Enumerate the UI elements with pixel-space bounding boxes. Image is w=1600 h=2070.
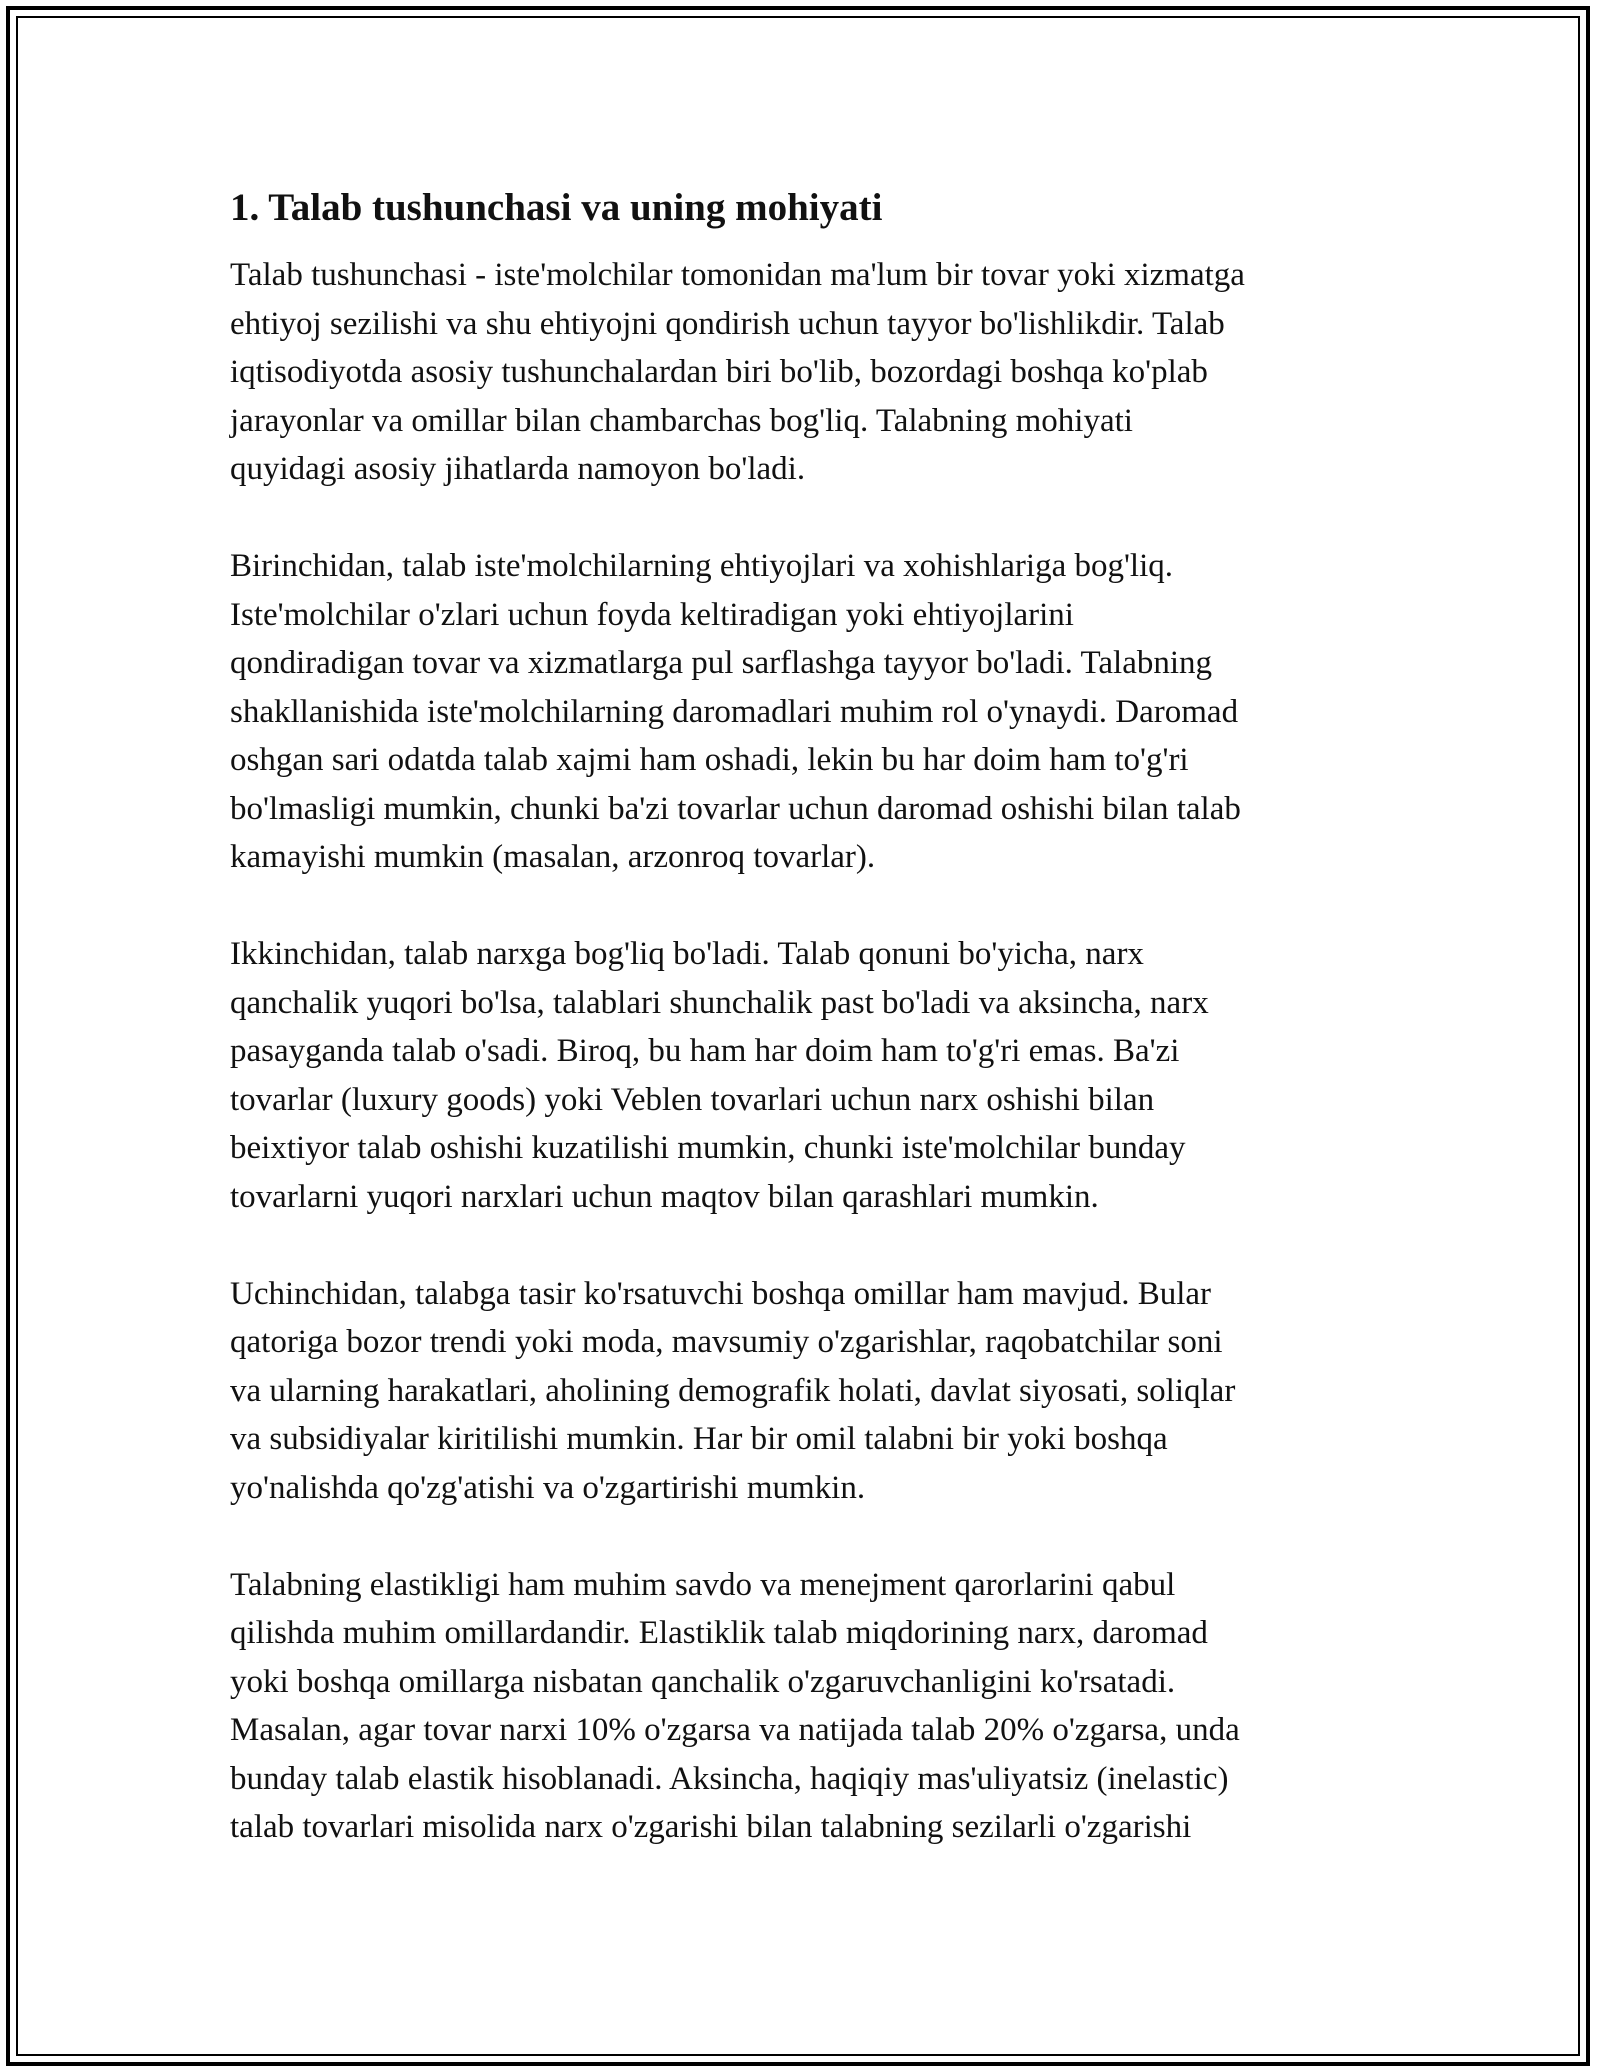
document-body	[230, 184, 1390, 1900]
paragraph-third-point: Uchinchidan, talabga tasir ko'rsatuvchi boshqa omillar ham mavjud. Bular qatoriga bozor trendi yoki moda, mavsumiy o'zgarishlar, raqobatchilar soni va ularning harakatlari, aholining demografik holati, davlat siyosati, soliqlar va subsidiyalar kiritilishi mumkin. Har bir omil talabni bir yoki boshqa yo'nalishda qo'zg'atishi va o'zgartirishi mumkin.	[230, 1275, 1236, 1506]
paragraph-second-point: Ikkinchidan, talab narxga bog'liq bo'ladi. Talab qonuni bo'yicha, narx qanchalik yuqori bo'lsa, talablari shunchalik past bo'ladi va aksincha, narx pasayganda talab o'sadi. Biroq, bu ham har doim ham to'g'ri emas. Ba'zi tovarlar (luxury goods) yoki Veblen tovarlari uchun narx oshishi bilan beixtiyor talab oshishi kuzatilishi mumkin, chunki iste'molchilar bunday tovarlarni yuqori narxlari uchun maqtov bilan qarashlari mumkin.	[230, 936, 1209, 1215]
paragraph-intro: Talab tushunchasi - iste'molchilar tomonidan ma'lum bir tovar yoki xizmatga ehtiyoj sezilishi va shu ehtiyojni qondirish uchun tayyor bo'lishlikdir. Talab iqtisodiyotda asosiy tushunchalardan biri bo'lib, bozordagi boshqa ko'plab jarayonlar va omillar bilan chambarchas bog'liq. Talabning mohiyati quyidagi asosiy jihatlarda namoyon bo'ladi.	[230, 257, 1245, 487]
paragraph-elasticity: Talabning elastikligi ham muhim savdo va menejment qarorlarini qabul qilishda muhim omillardandir. Elastiklik talab miqdorining narx, daromad yoki boshqa omillarga nisbatan qanchalik o'zgaruvchanligini ko'rsatadi. Masalan, agar tovar narxi 10% o'zgarsa va natijada talab 20% o'zgarsa, unda bunday talab elastik hisoblanadi. Aksincha, haqiqiy mas'uliyatsiz (inelastic) talab tovarlari misolida narx o'zgarishi bilan talabning sezilarli o'zgarishi	[230, 1566, 1240, 1845]
paragraph-first-point: Birinchidan, talab iste'molchilarning ehtiyojlari va xohishlariga bog'liq. Iste'molchilar o'zlari uchun foyda keltiradigan yoki ehtiyojlarini qondiradigan tovar va xizmatlarga pul sarflashga tayyor bo'ladi. Talabning shakllanishida iste'molchilarning daromadlari muhim rol o'ynaydi. Daromad oshgan sari odatda talab xajmi ham oshadi, lekin bu har doim ham to'g'ri bo'lmasligi mumkin, chunki ba'zi tovarlar uchun daromad oshishi bilan talab kamayishi mumkin (masalan, arzonroq tovarlar).	[230, 548, 1241, 875]
section-heading: 1. Talab tushunchasi va uning mohiyati	[230, 186, 883, 229]
